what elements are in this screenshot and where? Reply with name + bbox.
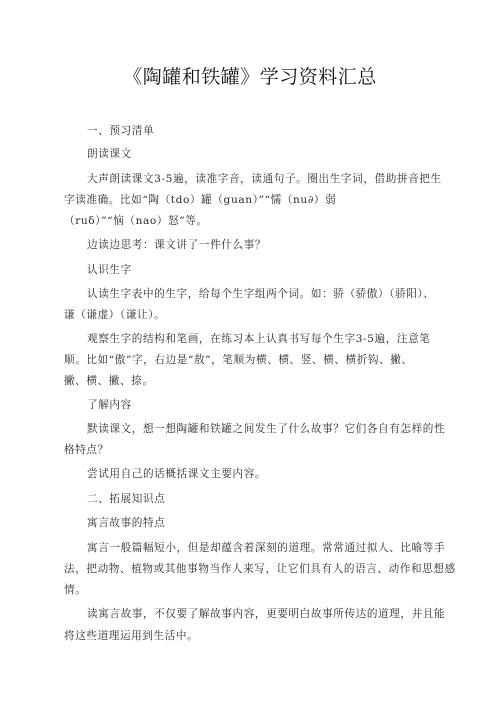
section-heading-preview: 一、预习清单 <box>87 125 155 137</box>
subheading-new-characters: 认识生字 <box>87 264 132 276</box>
paragraph-line: 情。 <box>64 584 87 596</box>
subheading-fable: 寓言故事的特点 <box>87 517 166 529</box>
paragraph-line: 顺。比如“傲”字，右边是“敖”，笔顺为横、横、竖、横、横折钩、撇、 <box>64 354 413 366</box>
paragraph-line: 尝试用自己的话概括课文主要内容。 <box>87 468 267 480</box>
paragraph-line: 法，把动物、植物或其他事物当作人来写，让它们具有人的语言、动作和思想感 <box>64 563 456 575</box>
paragraph-line: 格特点？ <box>64 444 109 456</box>
paragraph-line: 大声朗读课文3-5遍，读准字音，读通句子。圈出生字词，借助拼音把生 <box>87 173 442 185</box>
paragraph-line: （ruδ）”“恼（nao）怒”等。 <box>64 215 208 227</box>
section-heading-extension: 二、拓展知识点 <box>87 493 166 505</box>
subheading-read-aloud: 朗读课文 <box>87 148 132 160</box>
paragraph-line: 字读准确。比如“陶（tdo）罐（guan）”“懦（nu∂）弱 <box>64 194 337 206</box>
paragraph-line: 观察生字的结构和笔画，在练习本上认真书写每个生字3-5遍，注意笔 <box>87 333 431 345</box>
paragraph-line: 认读生字表中的生字，给每个生字组两个词。如：骄（骄傲）（骄阳）、 <box>87 288 435 300</box>
paragraph-line: 读寓言故事，不仅要了解故事内容，更要明白故事所传达的道理，并且能 <box>87 608 446 620</box>
paragraph-line: 寓言一般篇幅短小，但是却蕴含着深刻的道理。常常通过拟人、比喻等手 <box>87 542 446 554</box>
paragraph-line: 边读边思考：课文讲了一件什么事？ <box>87 239 267 251</box>
paragraph-line: 将这些道理运用到生活中。 <box>64 630 199 642</box>
paragraph-line: 谦（谦虚）（谦让）。 <box>64 309 166 321</box>
paragraph-line: 撇、横、撇、捺。 <box>64 375 154 387</box>
subheading-understand: 了解内容 <box>87 399 132 411</box>
paragraph-line: 默读课文，想一想陶罐和铁罐之间发生了什么故事？它们各自有怎样的性 <box>87 423 446 435</box>
document-title: 《陶罐和铁罐》学习资料汇总 <box>123 66 377 88</box>
